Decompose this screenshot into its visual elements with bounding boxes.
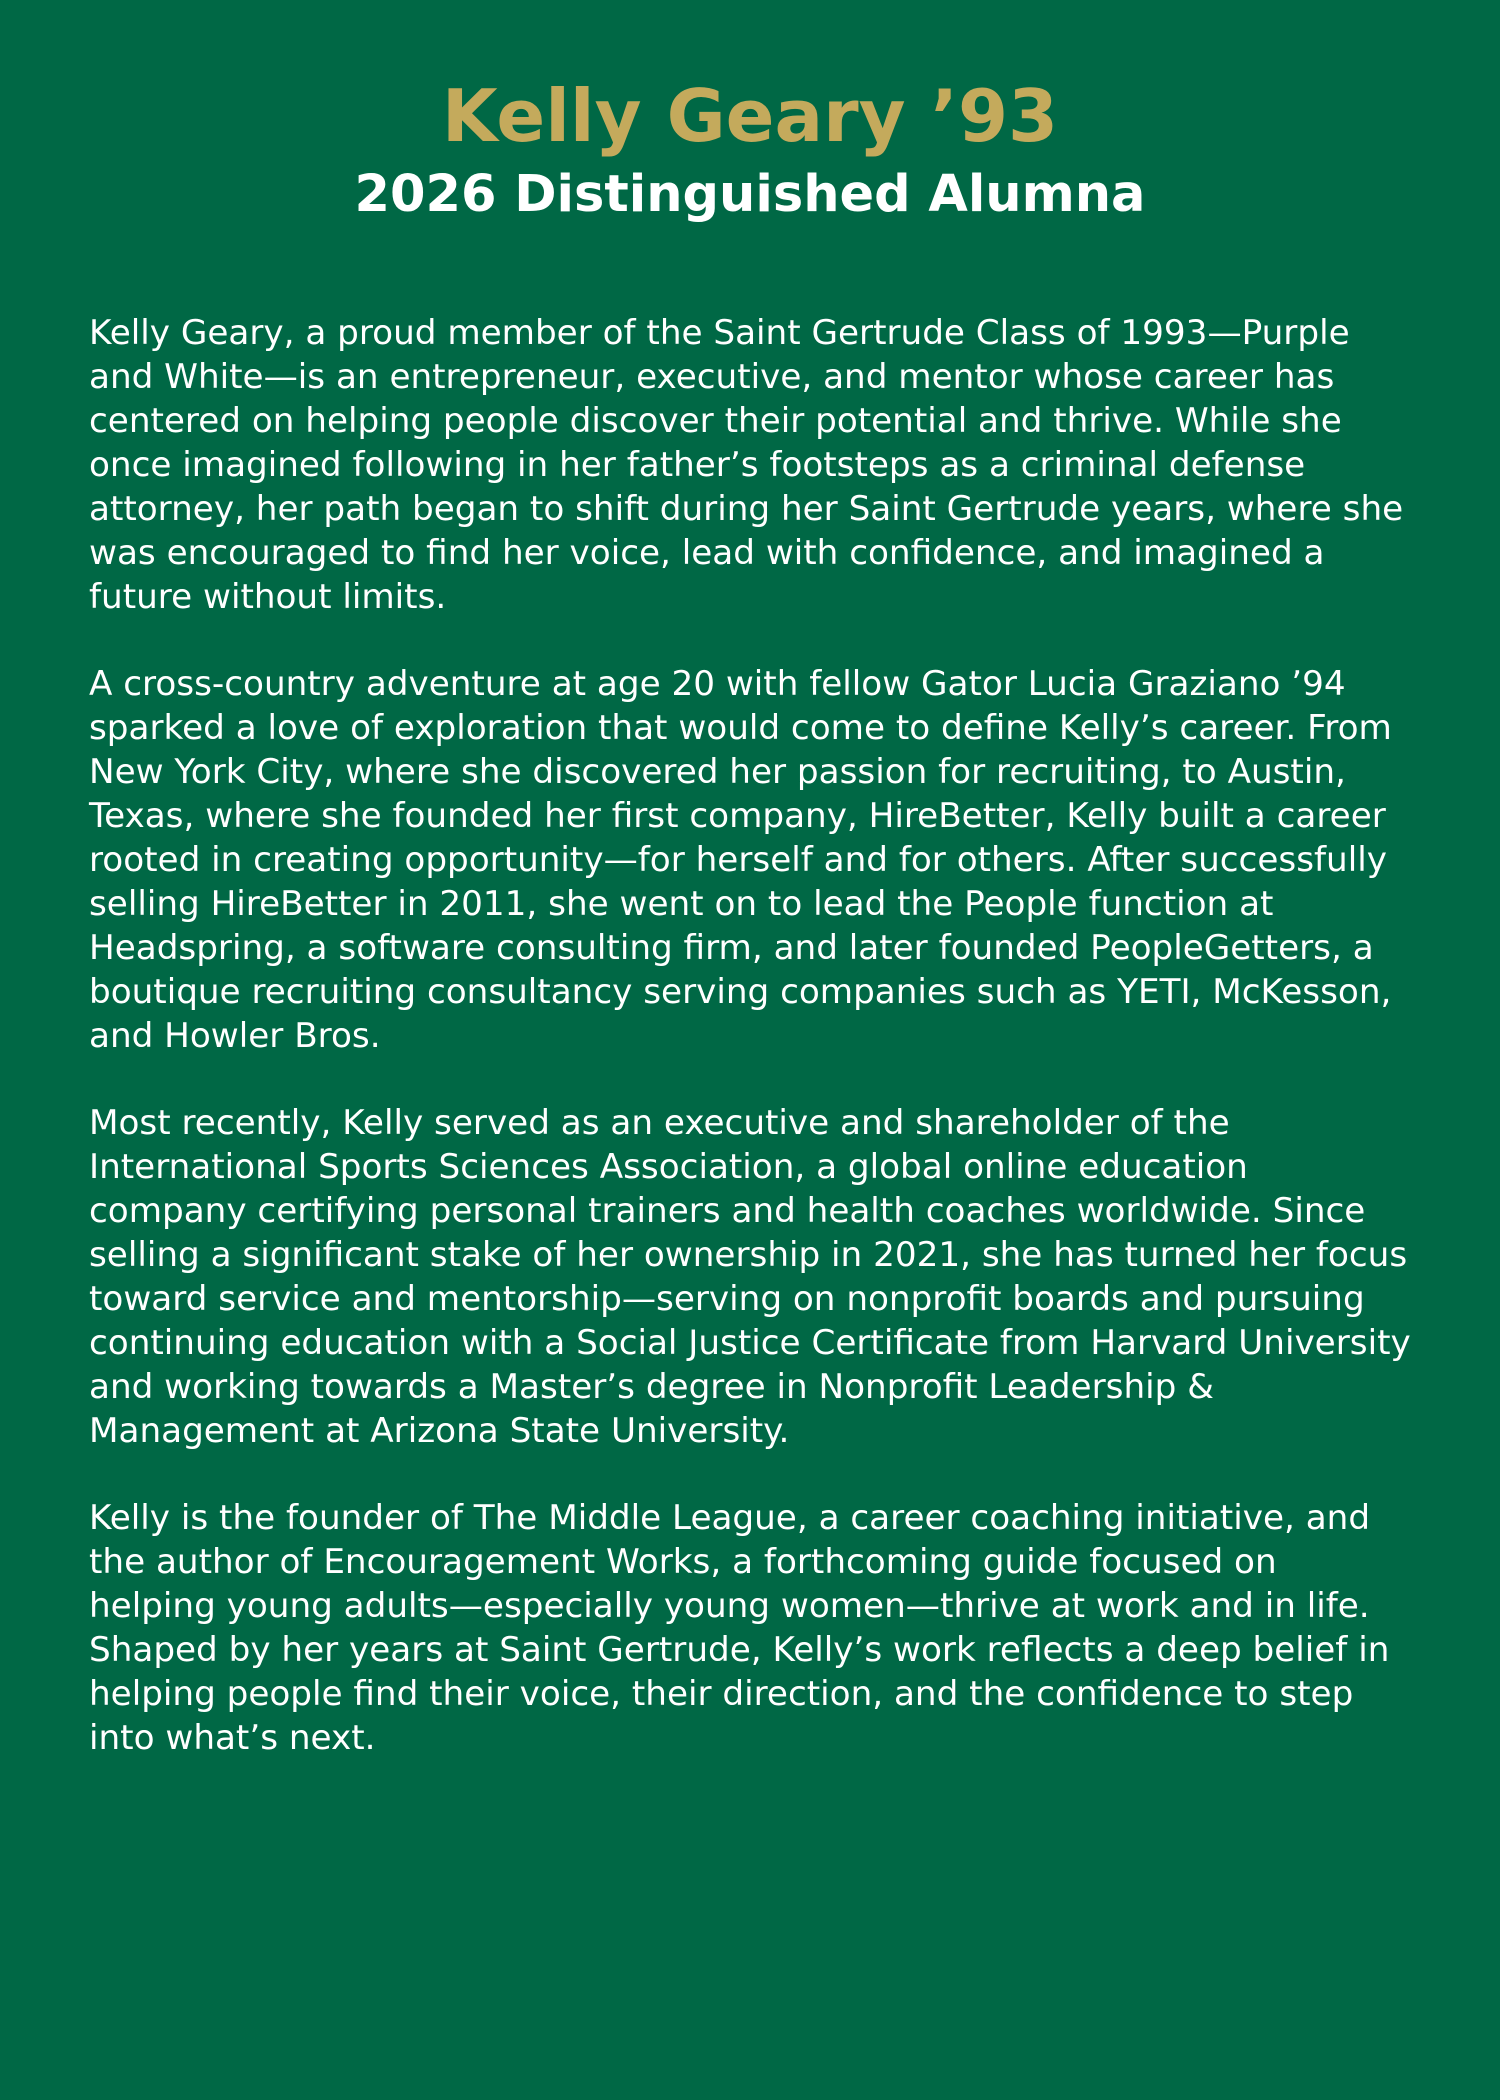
bio-paragraph-1: Kelly Geary, a proud member of the Saint Gertrude Class of 1993—Purple and White—is an entrepreneur, executive, and mentor whose career has centered on helping people discover their potential and thrive. While she once imagined following in her father’s footsteps as a criminal defense attorney, her path began to shift during her Saint Gertrude years, where she was encouraged to find her voice, lead with confidence, and imagined a future without limits. bbox=[89, 313, 1404, 617]
alumna-name: Kelly Geary ’93 bbox=[441, 74, 1059, 158]
honor-title: 2026 Distinguished Alumna bbox=[354, 165, 1146, 224]
bio-paragraph-4: Kelly is the founder of The Middle League, a career coaching initiative, and the author of Encouragement Works, a forthcoming guide focused on helping young adults—especially young women—thrive at work and in life. Shaped by her years at Saint Gertrude, Kelly’s work reflects a deep belief in helping people find their voice, their direction, and the confidence to step into what’s next. bbox=[89, 1498, 1390, 1758]
profile-header bbox=[89, 72, 1411, 228]
bio-paragraph-3: Most recently, Kelly served as an executive and shareholder of the International Sports Sciences Association, a global online education company certifying personal trainers and health coaches worldwide. Since selling a significant stake of her ownership in 2021, she has turned her focus toward service and mentorship—serving on nonprofit boards and pursuing continuing education with a Social Justice Certificate from Harvard University and working towards a Master’s degree in Nonprofit Leadership & Management at Arizona State University. bbox=[89, 1103, 1411, 1451]
bio-paragraph-2: A cross-country adventure at age 20 with fellow Gator Lucia Graziano ’94 sparked a love of exploration that would come to define Kelly’s career. From New York City, where she discovered her passion for recruiting, to Austin, Texas, where she founded her first company, HireBetter, Kelly built a career rooted in creating opportunity—for herself and for others. After successfully selling HireBetter in 2011, she went on to lead the People function at Headspring, a software consulting firm, and later founded PeopleGetters, a boutique recruiting consultancy serving companies such as YETI, McKesson, and Howler Bros. bbox=[89, 664, 1392, 1056]
biography bbox=[89, 311, 1411, 1760]
